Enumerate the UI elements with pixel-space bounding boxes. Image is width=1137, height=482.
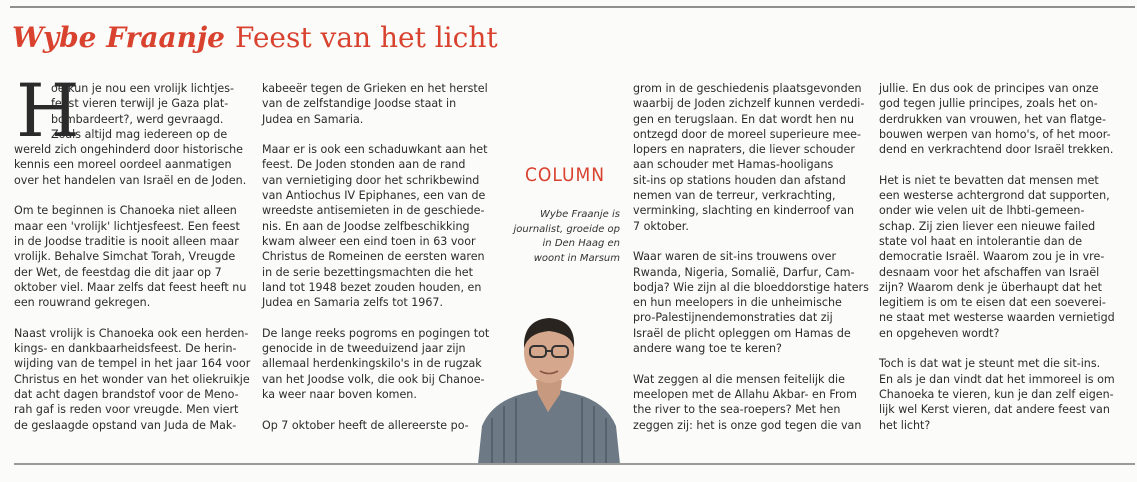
text-line: Wat zeggen al die mensen feitelijk die: [633, 372, 845, 386]
text-line: 7 oktober.: [633, 219, 689, 233]
text-line: de geslaagde opstand van Juda de Mak-: [14, 418, 237, 432]
text-line: bouwen werpen van homo's, of het moor-: [879, 127, 1111, 141]
text-line: Rwanda, Nigeria, Somalië, Darfur, Cam-: [633, 265, 855, 279]
text-line: Om te beginnen is Chanoeka niet alleen: [14, 204, 237, 218]
text-line: dend en verkrachtend door Israël trekken.: [879, 143, 1114, 157]
text-line: bodja? Wie zijn al die bloeddorstige haters: [633, 280, 869, 294]
column-3: [633, 81, 869, 448]
bio-line: journalist, groeide op: [513, 223, 620, 235]
text-line: het licht?: [879, 418, 931, 432]
drop-cap: H: [16, 69, 80, 154]
paragraph: [879, 173, 1129, 341]
author-bio: [510, 208, 620, 266]
paragraph: [14, 326, 251, 433]
paragraph: [633, 81, 865, 234]
text-line: kennis een moreel oordeel aanmatigen: [14, 158, 232, 172]
top-rule: [10, 6, 1135, 8]
text-line: over het handelen van Israël en de Joden.: [14, 173, 247, 187]
text-line: zeggen zij: het is onze god tegen die van: [633, 418, 862, 432]
column-1: [14, 69, 251, 448]
text-line: rah gaf is reden voor vreugde. Men viert: [14, 403, 239, 417]
text-line: zijn? Waarom denk je überhaupt dat het: [879, 280, 1102, 294]
text-line: nemen van de terreur, verkrachting,: [633, 189, 836, 203]
text-line: state vol haat en intolerantie dan de: [879, 234, 1083, 248]
text-line: lopers en napraters, die liever schouder: [633, 143, 855, 157]
text-line: genocide in de tweeduizend jaar zijn: [262, 342, 466, 356]
paragraph: [262, 81, 488, 127]
paragraph: [879, 356, 1129, 432]
paragraph: [262, 142, 488, 310]
text-line: Judea en Samaria.: [262, 112, 364, 126]
text-line: grom in de geschiedenis plaatsgevonden: [633, 82, 862, 95]
text-line: wereld zich ongehinderd door historische: [14, 143, 243, 157]
text-line: sit-ins op stations houden dan afstand: [633, 173, 846, 187]
text-line: democratie Israël. Waarom zou je in vre-: [879, 250, 1105, 264]
text-line: en opgeheven wordt?: [879, 326, 1000, 340]
text-line: Naast vrolijk is Chanoeka ook een herden-: [14, 326, 249, 340]
text-line: bombardeert?, werd gevraagd.: [51, 112, 224, 126]
paragraph: [879, 81, 1129, 157]
bio-line: in Den Haag en: [542, 238, 620, 249]
text-line: ka weer naar boven komen.: [262, 387, 417, 401]
text-line: Zoals altijd mag iedereen op de: [51, 127, 228, 141]
text-line: jullie. En dus ook de principes van onze: [879, 82, 1099, 95]
text-line: Christus en het wonder van het oliekruikje: [14, 372, 250, 386]
text-line: van vernietiging door het schrikbewind: [262, 173, 480, 187]
text-line: gen en terugslaan. En dat wordt hen nu: [633, 112, 855, 126]
paragraph: [633, 249, 869, 356]
text-line: maar een 'vrolijk' lichtjesfeest. Een feest: [14, 219, 240, 233]
text-line: van Antiochus IV Epiphanes, een van de: [262, 189, 486, 203]
text-line: van het Joodse volk, die ook bij Chanoe-: [262, 372, 485, 386]
text-line: in de serie bezettingsmachten die het: [262, 265, 473, 279]
text-line: Waar waren de sit-ins trouwens over: [633, 250, 837, 264]
column-label: COLUMN: [524, 164, 605, 186]
bio-line: woont in Marsum: [533, 252, 620, 264]
text-line: een rouwrand gekregen.: [14, 296, 151, 310]
paragraph: [633, 372, 862, 433]
headline: [12, 16, 498, 60]
text-line: dat acht dagen brandstof voor de Meno-: [14, 387, 239, 401]
text-line: derdrukken van vrouwen, het van flatge-: [879, 112, 1106, 126]
text-line: waarbij de Joden zichzelf kunnen verdedi-: [633, 97, 865, 111]
text-line: land tot 1948 bezet zouden houden, en: [262, 280, 482, 294]
text-line: legitiem is om te eisen dat een soeverei-: [879, 296, 1106, 310]
text-line: ontzegd door de moreel superieure mee-: [633, 127, 862, 141]
text-line: een westerse achtergrond dat supporten,: [879, 189, 1110, 203]
text-line: schap. Zij zien liever een nieuwe failed: [879, 219, 1096, 233]
text-line: the river to the sea-roepers? Met hen: [633, 403, 841, 417]
text-line: wijding van de tempel in het jaar 164 voor: [14, 357, 251, 371]
text-line: kings- en dankbaarheidsfeest. De herin-: [14, 342, 237, 356]
text-line: der Wet, de feestdag die dit jaar op 7: [14, 265, 222, 279]
text-line: Maar er is ook een schaduwkant aan het: [262, 143, 488, 157]
text-line: pro-Palestijnendemonstraties dat zij: [633, 311, 833, 325]
paragraph: [262, 418, 480, 433]
column-4: [879, 81, 1129, 448]
text-line: oktober viel. Maar zelfs dat feest heeft nu: [14, 280, 247, 294]
text-line: meelopen met de Allahu Akbar- en From: [633, 387, 857, 401]
text-line: allemaal herdenkingskilo's in de rugzak: [262, 357, 482, 371]
headline-author: Wybe Fraanje: [12, 21, 225, 54]
text-line: god tegen jullie principes, zoals het on-: [879, 97, 1098, 111]
text-line: feest. De Joden stonden aan de rand: [262, 158, 466, 172]
text-line: wreedste antisemieten in de geschiede-: [262, 204, 485, 218]
text-line: onder wie velen uit de lhbti-gemeen-: [879, 204, 1085, 218]
text-line: Israël de plicht opleggen om Hamas de: [633, 326, 851, 340]
text-line: kabeeër tegen de Grieken en het herstel: [262, 82, 488, 95]
bottom-rule: [14, 463, 1135, 465]
paragraph: [262, 326, 490, 402]
text-line: En als je dan vindt dat het immoreel is om: [879, 372, 1115, 386]
text-line: Christus de Romeinen de eersten waren: [262, 250, 485, 264]
text-line: en hun meelopers in die unheimische: [633, 296, 842, 310]
text-line: vrolijk. Behalve Simchat Torah, Vreugde: [14, 250, 236, 264]
bio-line: Wybe Fraanje is: [539, 209, 620, 220]
text-line: desnaam voor het afschaffen van Israël: [879, 265, 1100, 279]
column-2: [262, 81, 490, 448]
text-line: ne staat met westerse waarden vernietigd: [879, 311, 1115, 325]
text-line: feest vieren terwijl je Gaza plat-: [51, 97, 229, 111]
paragraph: [14, 69, 247, 188]
text-line: Het is niet te bevatten dat mensen met: [879, 173, 1099, 187]
text-line: van de zelfstandige Joodse staat in: [262, 97, 457, 111]
text-line: aan schouder met Hamas-hooligans: [633, 158, 834, 172]
text-line: Toch is dat wat je steunt met die sit-ins.: [879, 357, 1101, 371]
text-line: andere wang toe te keren?: [633, 342, 782, 356]
text-line: kwam alweer een eind toen in 63 voor: [262, 234, 476, 248]
text-line: Op 7 oktober heeft de allereerste po-: [262, 418, 469, 432]
text-line: Chanoeka te vieren, kun je dan zelf eigen-: [879, 387, 1114, 401]
paragraph: [14, 203, 246, 310]
text-line: lijk wel Kerst vieren, dat andere feest van: [879, 403, 1110, 417]
text-line: verminking, slachting en kinderroof van: [633, 204, 855, 218]
text-line: oe kun je nou een vrolijk lichtjes-: [51, 82, 235, 95]
text-line: De lange reeks pogroms en pogingen tot: [262, 326, 490, 340]
author-photo: [478, 308, 620, 464]
text-line: Judea en Samaria zelfs tot 1967.: [262, 296, 444, 310]
headline-title: Feest van het licht: [234, 21, 498, 54]
text-line: nis. En aan de Joodse zelfbeschikking: [262, 219, 470, 233]
text-line: in de Joodse traditie is nooit alleen maar: [14, 234, 239, 248]
